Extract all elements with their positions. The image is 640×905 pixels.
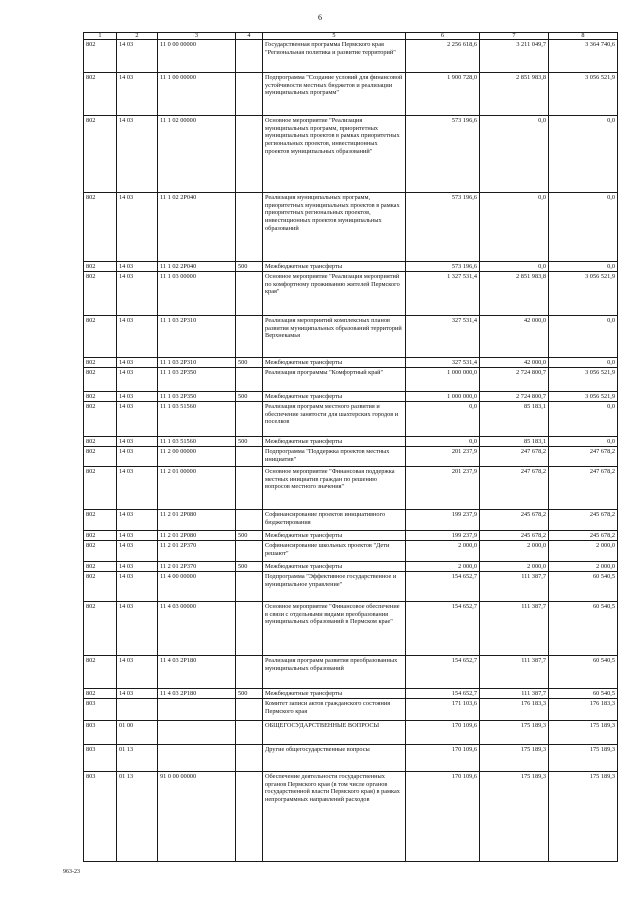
item-name-cell: Межбюджетные трансферты	[263, 262, 406, 272]
target-article-cell: 11 1 03 2P350	[158, 368, 236, 392]
section-code-cell: 01 13	[117, 772, 158, 862]
item-name-cell: Другие общегосударственные вопросы	[263, 745, 406, 772]
amount-cell: 154 652,7	[406, 689, 480, 699]
amount-cell: 247 678,2	[549, 467, 618, 510]
table-row	[84, 656, 618, 689]
admin-code-cell: 802	[84, 602, 117, 656]
item-name-cell: Софинансирование школьных проектов "Дети решают"	[263, 541, 406, 562]
expense-type-cell	[236, 541, 263, 562]
item-name-cell: Подпрограмма "Создание условий для финансовой устойчивости местных бюджетов и реализации муниципальных программ"	[263, 73, 406, 116]
expense-type-cell	[236, 368, 263, 392]
amount-cell: 60 540,5	[549, 656, 618, 689]
amount-cell: 0,0	[480, 262, 549, 272]
expense-type-cell	[236, 316, 263, 358]
section-code-cell: 14 03	[117, 116, 158, 193]
amount-cell: 245 678,2	[549, 531, 618, 541]
amount-cell: 245 678,2	[549, 510, 618, 531]
amount-cell: 175 189,3	[480, 745, 549, 772]
target-article-cell: 11 2 01 2P080	[158, 510, 236, 531]
amount-cell: 171 103,6	[406, 699, 480, 721]
amount-cell: 176 183,3	[549, 699, 618, 721]
amount-cell: 170 109,6	[406, 745, 480, 772]
target-article-cell: 11 4 03 2P180	[158, 656, 236, 689]
target-article-cell	[158, 745, 236, 772]
section-code-cell: 14 03	[117, 368, 158, 392]
section-code-cell: 14 03	[117, 40, 158, 73]
amount-cell: 175 189,3	[480, 772, 549, 862]
target-article-cell: 11 2 00 00000	[158, 447, 236, 467]
table-row	[84, 193, 618, 262]
amount-cell: 201 237,9	[406, 467, 480, 510]
admin-code-cell: 802	[84, 392, 117, 402]
section-code-cell: 14 03	[117, 193, 158, 262]
item-name-cell: Межбюджетные трансферты	[263, 358, 406, 368]
amount-cell: 2 851 983,8	[480, 272, 549, 316]
expense-type-cell	[236, 193, 263, 262]
section-code-cell: 01 13	[117, 745, 158, 772]
table-row	[84, 437, 618, 447]
expense-type-cell	[236, 699, 263, 721]
item-name-cell: Основное мероприятие "Финансовое обеспечение в связи с отдельными видами преобразования муниципальных образований в Пермском крае"	[263, 602, 406, 656]
amount-cell: 2 851 983,8	[480, 73, 549, 116]
amount-cell: 0,0	[480, 193, 549, 262]
admin-code-cell: 802	[84, 402, 117, 437]
amount-cell: 1 000 000,0	[406, 392, 480, 402]
amount-cell: 3 056 521,9	[549, 73, 618, 116]
section-code-cell: 14 03	[117, 531, 158, 541]
item-name-cell: ОБЩЕГОСУДАРСТВЕННЫЕ ВОПРОСЫ	[263, 721, 406, 745]
item-name-cell: Межбюджетные трансферты	[263, 689, 406, 699]
admin-code-cell: 802	[84, 358, 117, 368]
amount-cell: 247 678,2	[549, 447, 618, 467]
target-article-cell: 11 2 01 2P370	[158, 541, 236, 562]
admin-code-cell: 802	[84, 193, 117, 262]
table-row	[84, 392, 618, 402]
amount-cell: 245 678,2	[480, 510, 549, 531]
table-row	[84, 772, 618, 862]
item-name-cell: Реализация программ местного развития и обеспечение занятости для шахтерских городов и поселков	[263, 402, 406, 437]
target-article-cell: 11 4 03 00000	[158, 602, 236, 656]
section-code-cell: 14 03	[117, 510, 158, 531]
expense-type-cell	[236, 447, 263, 467]
admin-code-cell: 802	[84, 447, 117, 467]
expense-type-cell: 500	[236, 689, 263, 699]
amount-cell: 154 652,7	[406, 602, 480, 656]
target-article-cell: 11 1 03 2P350	[158, 392, 236, 402]
target-article-cell	[158, 699, 236, 721]
expense-type-cell	[236, 467, 263, 510]
expense-type-cell: 500	[236, 562, 263, 572]
amount-cell: 1 327 531,4	[406, 272, 480, 316]
expense-type-cell: 500	[236, 437, 263, 447]
amount-cell: 0,0	[549, 116, 618, 193]
admin-code-cell: 802	[84, 40, 117, 73]
expense-type-cell	[236, 721, 263, 745]
item-name-cell: Реализация программ развития преобразованных муниципальных образований	[263, 656, 406, 689]
admin-code-cell: 802	[84, 467, 117, 510]
amount-cell: 3 056 521,9	[549, 368, 618, 392]
amount-cell: 111 387,7	[480, 689, 549, 699]
section-code-cell: 14 03	[117, 562, 158, 572]
admin-code-cell: 802	[84, 562, 117, 572]
item-name-cell: Софинансирование проектов инициативного бюджетирования	[263, 510, 406, 531]
admin-code-cell: 802	[84, 531, 117, 541]
target-article-cell: 11 1 03 2P310	[158, 316, 236, 358]
target-article-cell: 11 1 03 2P310	[158, 358, 236, 368]
section-code-cell: 14 03	[117, 437, 158, 447]
table-row	[84, 699, 618, 721]
table-row	[84, 510, 618, 531]
admin-code-cell: 802	[84, 510, 117, 531]
column-header: 6	[406, 33, 480, 40]
amount-cell: 42 000,0	[480, 316, 549, 358]
admin-code-cell: 802	[84, 316, 117, 358]
amount-cell: 2 000,0	[406, 541, 480, 562]
section-code-cell	[117, 699, 158, 721]
amount-cell: 247 678,2	[480, 447, 549, 467]
admin-code-cell: 802	[84, 116, 117, 193]
section-code-cell: 14 03	[117, 467, 158, 510]
amount-cell: 3 056 521,9	[549, 392, 618, 402]
column-header: 1	[84, 33, 117, 40]
table-row	[84, 358, 618, 368]
amount-cell: 3 364 740,6	[549, 40, 618, 73]
admin-code-cell: 802	[84, 262, 117, 272]
amount-cell: 42 000,0	[480, 358, 549, 368]
amount-cell: 2 000,0	[406, 562, 480, 572]
item-name-cell: Основное мероприятие "Реализация мероприятий по комфортному проживанию жителей Пермского края"	[263, 272, 406, 316]
admin-code-cell: 803	[84, 772, 117, 862]
expense-type-cell	[236, 572, 263, 602]
section-code-cell: 14 03	[117, 689, 158, 699]
section-code-cell: 14 03	[117, 272, 158, 316]
amount-cell: 2 000,0	[480, 562, 549, 572]
item-name-cell: Реализация программы "Комфортный край"	[263, 368, 406, 392]
section-code-cell: 14 03	[117, 73, 158, 116]
amount-cell: 573 196,6	[406, 193, 480, 262]
table-row	[84, 721, 618, 745]
target-article-cell: 11 4 00 00000	[158, 572, 236, 602]
expense-type-cell	[236, 656, 263, 689]
table-row	[84, 40, 618, 73]
item-name-cell: Реализация мероприятий комплексных планов развития муниципальных образований территорий Верхнекамья	[263, 316, 406, 358]
table-header-row	[84, 33, 618, 40]
amount-cell: 154 652,7	[406, 572, 480, 602]
expense-type-cell	[236, 40, 263, 73]
section-code-cell: 14 03	[117, 572, 158, 602]
expense-type-cell: 500	[236, 392, 263, 402]
table-row	[84, 541, 618, 562]
target-article-cell: 11 1 02 00000	[158, 116, 236, 193]
admin-code-cell: 802	[84, 437, 117, 447]
expense-type-cell	[236, 73, 263, 116]
admin-code-cell: 802	[84, 689, 117, 699]
target-article-cell	[158, 721, 236, 745]
expense-type-cell	[236, 745, 263, 772]
amount-cell: 247 678,2	[480, 467, 549, 510]
expense-type-cell	[236, 116, 263, 193]
table-row	[84, 562, 618, 572]
amount-cell: 60 540,5	[549, 602, 618, 656]
amount-cell: 1 000 000,0	[406, 368, 480, 392]
admin-code-cell: 802	[84, 572, 117, 602]
target-article-cell: 11 1 02 2P040	[158, 193, 236, 262]
table-row	[84, 572, 618, 602]
target-article-cell: 11 1 00 00000	[158, 73, 236, 116]
expense-type-cell	[236, 602, 263, 656]
table-row	[84, 272, 618, 316]
item-name-cell: Подпрограмма "Эффективное государственное и муниципальное управление"	[263, 572, 406, 602]
amount-cell: 111 387,7	[480, 602, 549, 656]
admin-code-cell: 802	[84, 656, 117, 689]
table-row	[84, 447, 618, 467]
admin-code-cell: 803	[84, 721, 117, 745]
amount-cell: 0,0	[406, 402, 480, 437]
table-row	[84, 402, 618, 437]
target-article-cell: 11 2 01 00000	[158, 467, 236, 510]
section-code-cell: 14 03	[117, 316, 158, 358]
column-header: 7	[480, 33, 549, 40]
target-article-cell: 11 1 03 51560	[158, 437, 236, 447]
expense-type-cell	[236, 772, 263, 862]
amount-cell: 2 724 800,7	[480, 392, 549, 402]
target-article-cell: 11 1 03 51560	[158, 402, 236, 437]
target-article-cell: 11 2 01 2P370	[158, 562, 236, 572]
amount-cell: 175 189,3	[549, 745, 618, 772]
item-name-cell: Межбюджетные трансферты	[263, 437, 406, 447]
section-code-cell: 14 03	[117, 602, 158, 656]
expense-type-cell	[236, 272, 263, 316]
item-name-cell: Межбюджетные трансферты	[263, 531, 406, 541]
target-article-cell: 11 4 03 2P180	[158, 689, 236, 699]
item-name-cell: Подпрограмма "Поддержка проектов местных инициатив"	[263, 447, 406, 467]
table-row	[84, 116, 618, 193]
amount-cell: 85 183,1	[480, 437, 549, 447]
table-row	[84, 368, 618, 392]
amount-cell: 2 000,0	[480, 541, 549, 562]
column-header: 3	[158, 33, 236, 40]
amount-cell: 154 652,7	[406, 656, 480, 689]
amount-cell: 0,0	[549, 316, 618, 358]
section-code-cell: 14 03	[117, 392, 158, 402]
admin-code-cell: 802	[84, 368, 117, 392]
item-name-cell: Основное мероприятие "Финансовая поддержка местных инициатив граждан по решению вопросов местного значения"	[263, 467, 406, 510]
section-code-cell: 01 00	[117, 721, 158, 745]
table-row	[84, 689, 618, 699]
admin-code-cell: 802	[84, 73, 117, 116]
amount-cell: 199 237,9	[406, 510, 480, 531]
column-header: 5	[263, 33, 406, 40]
amount-cell: 199 237,9	[406, 531, 480, 541]
section-code-cell: 14 03	[117, 402, 158, 437]
expense-type-cell: 500	[236, 262, 263, 272]
amount-cell: 175 189,3	[549, 772, 618, 862]
amount-cell: 1 900 728,0	[406, 73, 480, 116]
column-header: 2	[117, 33, 158, 40]
amount-cell: 2 000,0	[549, 562, 618, 572]
amount-cell: 2 256 618,6	[406, 40, 480, 73]
amount-cell: 170 109,6	[406, 772, 480, 862]
amount-cell: 327 531,4	[406, 358, 480, 368]
section-code-cell: 14 03	[117, 447, 158, 467]
amount-cell: 3 056 521,9	[549, 272, 618, 316]
section-code-cell: 14 03	[117, 541, 158, 562]
item-name-cell: Межбюджетные трансферты	[263, 392, 406, 402]
section-code-cell: 14 03	[117, 262, 158, 272]
budget-table	[83, 32, 618, 862]
target-article-cell: 11 2 01 2P080	[158, 531, 236, 541]
amount-cell: 3 211 049,7	[480, 40, 549, 73]
amount-cell: 0,0	[549, 402, 618, 437]
amount-cell: 0,0	[406, 437, 480, 447]
amount-cell: 85 183,1	[480, 402, 549, 437]
item-name-cell: Государственная программа Пермского края "Региональная политика и развитие территорий"	[263, 40, 406, 73]
item-name-cell: Межбюджетные трансферты	[263, 562, 406, 572]
amount-cell: 0,0	[549, 262, 618, 272]
table-row	[84, 73, 618, 116]
amount-cell: 60 540,5	[549, 572, 618, 602]
amount-cell: 175 189,3	[549, 721, 618, 745]
admin-code-cell: 802	[84, 272, 117, 316]
column-header: 8	[549, 33, 618, 40]
amount-cell: 573 196,6	[406, 262, 480, 272]
amount-cell: 573 196,6	[406, 116, 480, 193]
amount-cell: 327 531,4	[406, 316, 480, 358]
amount-cell: 2 724 800,7	[480, 368, 549, 392]
item-name-cell: Основное мероприятие "Реализация муниципальных программ, приоритетных муниципальных проектов в рамках приоритетных региональных проектов, инвестиционных проектов муниципальных образований"	[263, 116, 406, 193]
table-row	[84, 745, 618, 772]
amount-cell: 201 237,9	[406, 447, 480, 467]
amount-cell: 170 109,6	[406, 721, 480, 745]
amount-cell: 111 387,7	[480, 656, 549, 689]
admin-code-cell: 803	[84, 745, 117, 772]
item-name-cell: Обеспечение деятельности государственных органов Пермского края (в том числе органов государственной власти Пермского края) в рамках непрограммных направлений расходов	[263, 772, 406, 862]
target-article-cell: 91 0 00 00000	[158, 772, 236, 862]
table-row	[84, 316, 618, 358]
amount-cell: 176 183,3	[480, 699, 549, 721]
target-article-cell: 11 1 03 00000	[158, 272, 236, 316]
table-row	[84, 602, 618, 656]
amount-cell: 0,0	[549, 358, 618, 368]
amount-cell: 245 678,2	[480, 531, 549, 541]
amount-cell: 0,0	[549, 193, 618, 262]
target-article-cell: 11 1 02 2P040	[158, 262, 236, 272]
item-name-cell: Реализация муниципальных программ, приоритетных муниципальных проектов в рамках приоритетных региональных проектов, инвестиционных проектов муниципальных образований	[263, 193, 406, 262]
admin-code-cell: 803	[84, 699, 117, 721]
amount-cell: 111 387,7	[480, 572, 549, 602]
target-article-cell: 11 0 00 00000	[158, 40, 236, 73]
amount-cell: 60 540,5	[549, 689, 618, 699]
section-code-cell: 14 03	[117, 358, 158, 368]
amount-cell: 175 189,3	[480, 721, 549, 745]
item-name-cell: Комитет записи актов гражданского состояния Пермского края	[263, 699, 406, 721]
expense-type-cell	[236, 402, 263, 437]
table-row	[84, 262, 618, 272]
expense-type-cell: 500	[236, 358, 263, 368]
document-footer-code: 963-23	[63, 869, 80, 875]
section-code-cell: 14 03	[117, 656, 158, 689]
page-number: 6	[318, 13, 322, 22]
table-row	[84, 531, 618, 541]
amount-cell: 0,0	[480, 116, 549, 193]
expense-type-cell: 500	[236, 531, 263, 541]
admin-code-cell: 802	[84, 541, 117, 562]
amount-cell: 0,0	[549, 437, 618, 447]
column-header: 4	[236, 33, 263, 40]
expense-type-cell	[236, 510, 263, 531]
amount-cell: 2 000,0	[549, 541, 618, 562]
table-row	[84, 467, 618, 510]
